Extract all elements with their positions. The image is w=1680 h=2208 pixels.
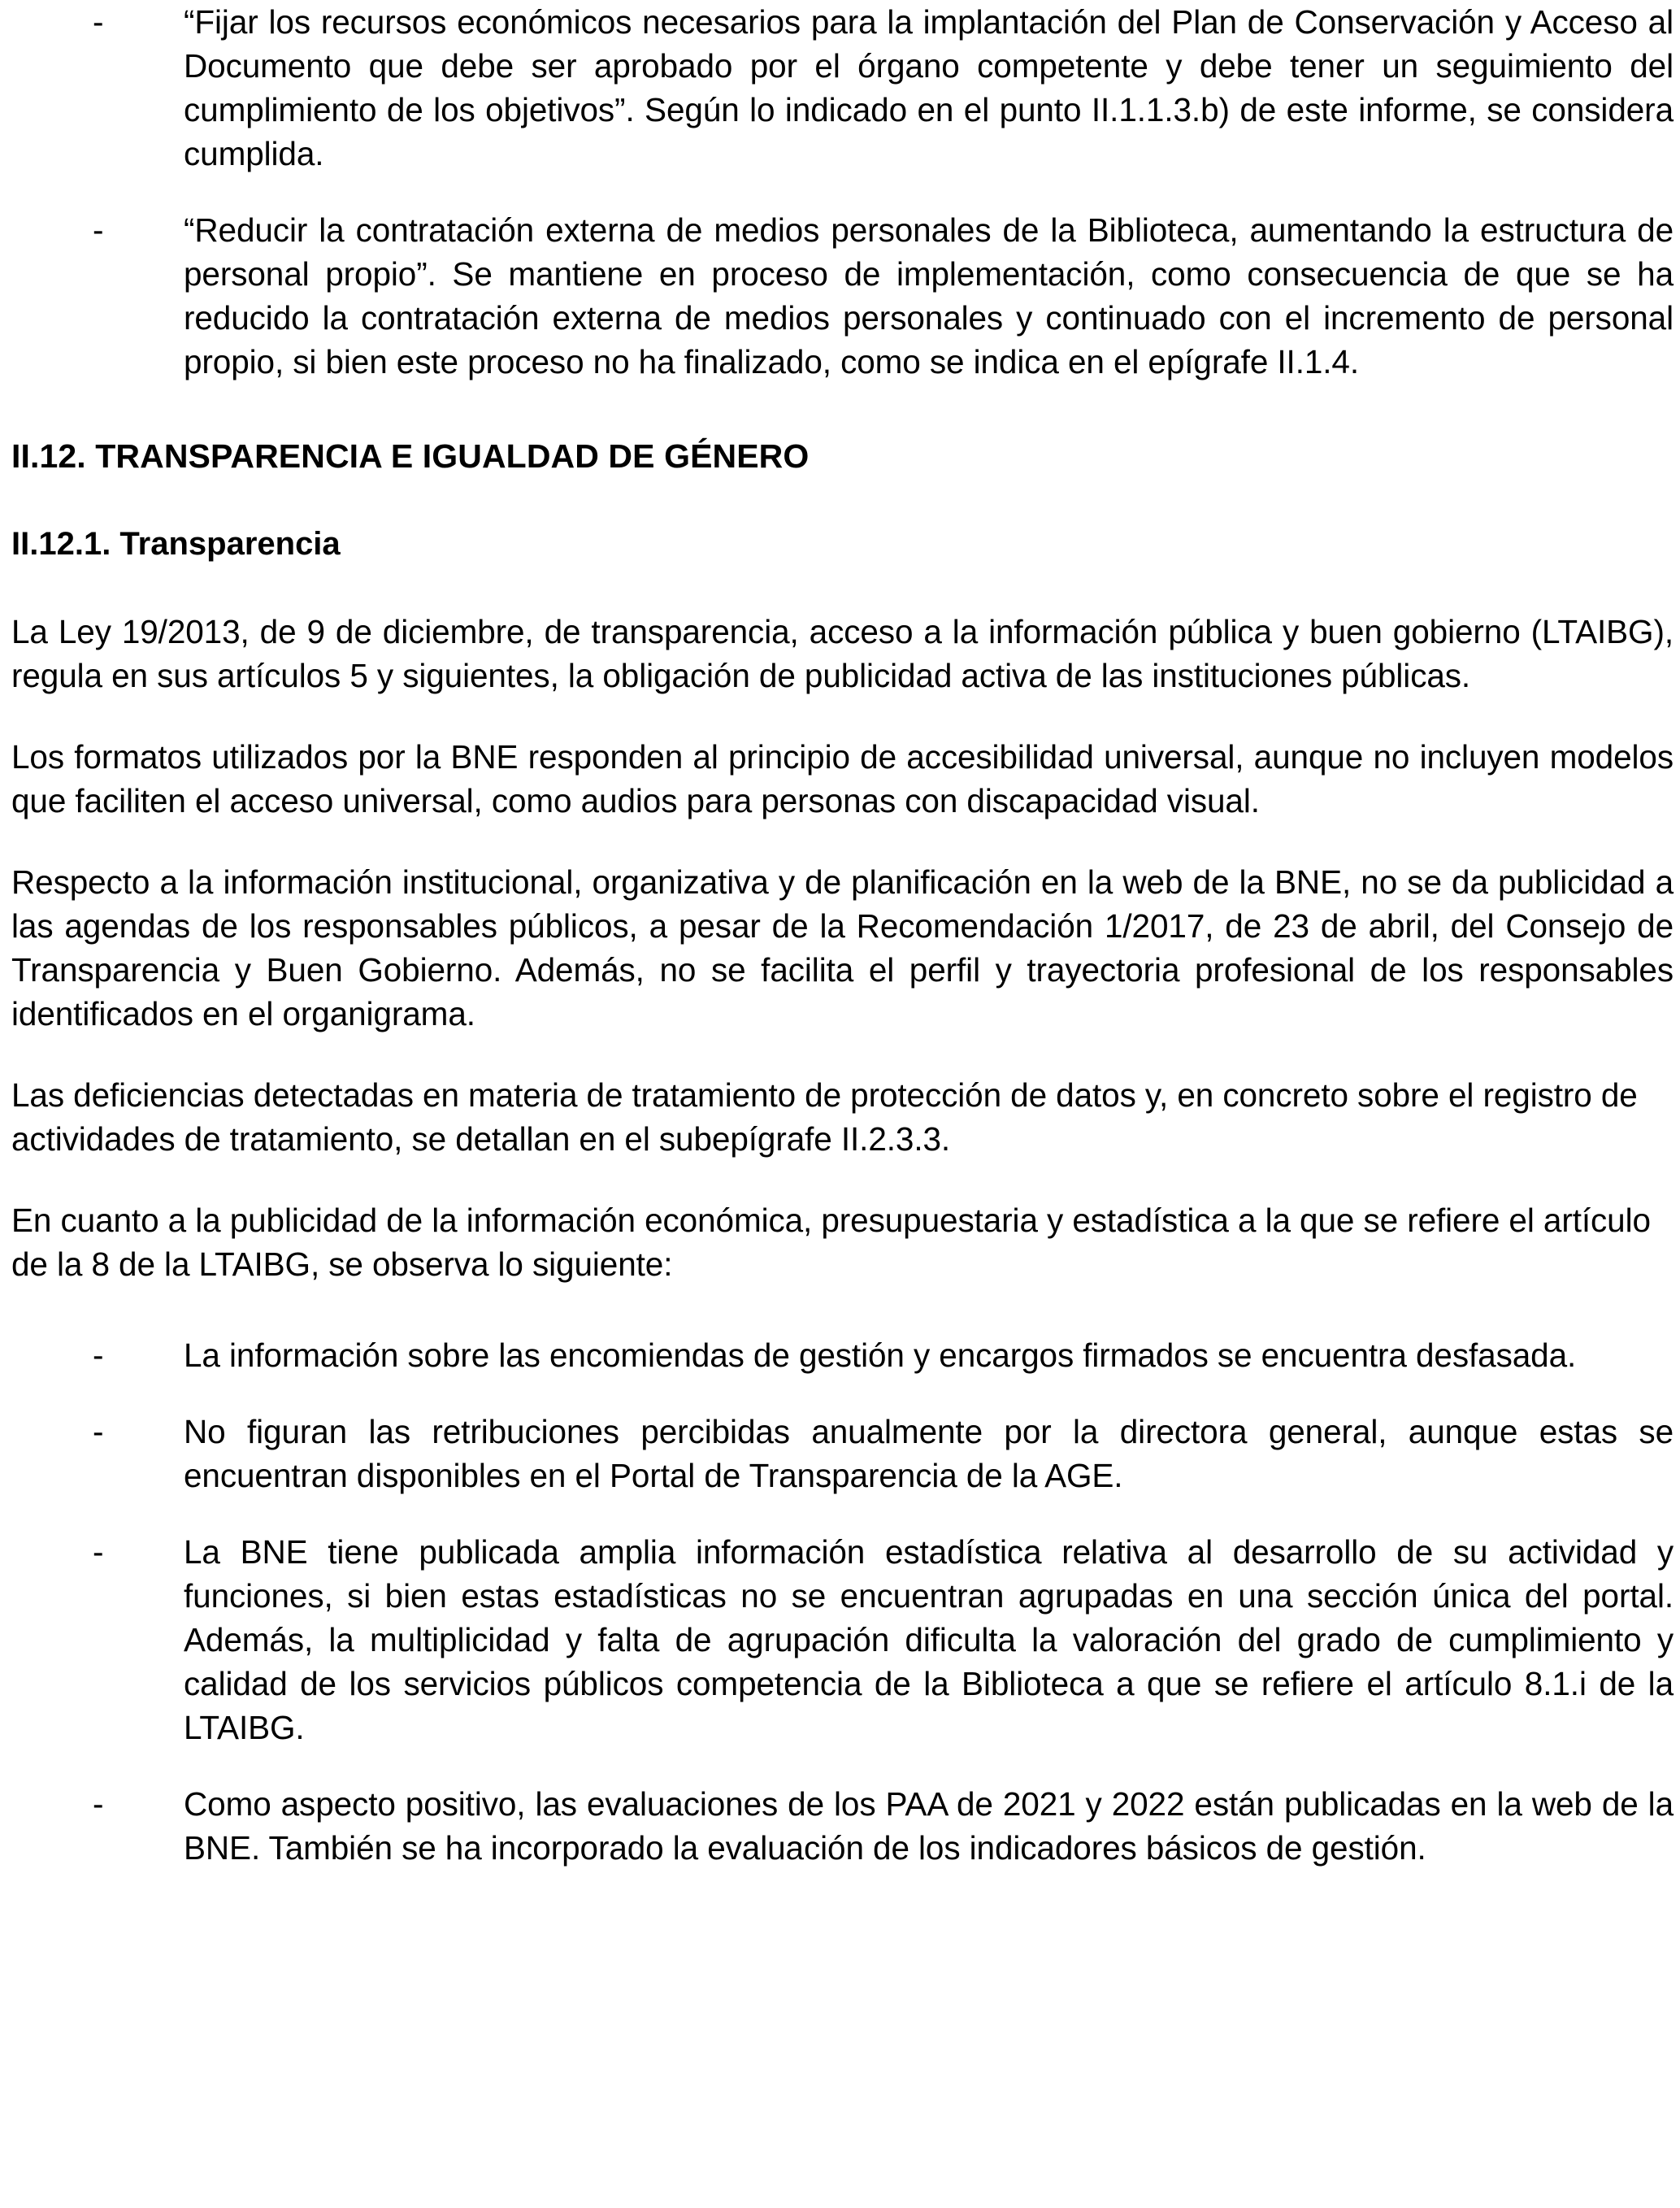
list-item bbox=[11, 1530, 1673, 1749]
spacer bbox=[11, 566, 1673, 610]
list-item bbox=[11, 0, 1673, 176]
bullet-dash-marker: - bbox=[93, 211, 104, 249]
paragraph-formatos-bne: Los formatos utilizados por la BNE responden al principio de accesibilidad universal, aunque no incluyen modelos que faciliten el acceso universal, como audios para personas con discapacidad visual. bbox=[11, 738, 1673, 819]
top-bullet-list bbox=[11, 0, 1673, 384]
document-body bbox=[11, 0, 1673, 1870]
spacer bbox=[11, 823, 1673, 860]
list-item-text: La información sobre las encomiendas de gestión y encargos firmados se encuentra desfasada. bbox=[184, 1337, 1577, 1374]
list-item bbox=[11, 1333, 1673, 1377]
paragraph-ley-ltaibg: La Ley 19/2013, de 9 de diciembre, de transparencia, acceso a la información pública y buen gobierno (LTAIBG), regula en sus artículos 5 y siguientes, la obligación de publicidad activa de las instituciones públicas. bbox=[11, 613, 1673, 694]
spacer bbox=[11, 384, 1673, 434]
bullet-dash-marker: - bbox=[93, 1785, 104, 1823]
spacer bbox=[11, 1036, 1673, 1073]
list-item bbox=[11, 1410, 1673, 1497]
spacer bbox=[11, 478, 1673, 522]
spacer bbox=[11, 1286, 1673, 1333]
subsection-heading: II.12.1. Transparencia bbox=[11, 526, 341, 562]
bullet-dash-marker: - bbox=[93, 3, 104, 41]
spacer bbox=[11, 1161, 1673, 1198]
paragraph-proteccion-datos: Las deficiencias detectadas en materia de tratamiento de protección de datos y, en concreto sobre el registro de actividades de tratamiento, se detallan en el subepígrafe II.2.3.3. bbox=[11, 1076, 1638, 1158]
list-item bbox=[11, 1782, 1673, 1870]
list-item-text: No figuran las retribuciones percibidas anualmente por la directora general, aunque estas se encuentran disponibles en el Portal de Transparencia de la AGE. bbox=[184, 1413, 1673, 1494]
paragraph-informacion-institucional: Respecto a la información institucional, organizativa y de planificación en la web de la BNE, no se da publicidad a las agendas de los responsables públicos, a pesar de la Recomendación 1/2017, de 23 de abril, del Consejo de Transparencia y Buen Gobierno. Además, no se facilita el perfil y trayectoria profesional de los responsables identificados en el organigrama. bbox=[11, 863, 1673, 1032]
list-item-text: “Reducir la contratación externa de medios personales de la Biblioteca, aumentando la estructura de personal propio”. Se mantiene en proceso de implementación, como consecuencia de que se ha reducido la contratación externa de medios personales y continuado con el incremento de personal propio, si bien este proceso no ha finalizado, como se indica en el epígrafe II.1.4. bbox=[184, 211, 1673, 380]
list-item bbox=[11, 208, 1673, 384]
bullet-dash-marker: - bbox=[93, 1533, 104, 1571]
list-item-text: La BNE tiene publicada amplia información estadística relativa al desarrollo de su actividad y funciones, si bien estas estadísticas no se encuentran agrupadas en una sección única del portal. Además, la multiplicidad y falta de agrupación dificulta la valoración del grado de cumplimiento y calidad de los servicios públicos competencia de la Biblioteca a que se refiere el artículo 8.1.i de la LTAIBG. bbox=[184, 1533, 1673, 1746]
spacer bbox=[11, 698, 1673, 735]
list-item-text: “Fijar los recursos económicos necesarios para la implantación del Plan de Conservación y Acceso al Documento que debe ser aprobado por el órgano competente y debe tener un seguimiento del cumplimiento de los objetivos”. Según lo indicado en el punto II.1.1.3.b) de este informe, se considera cumplida. bbox=[184, 3, 1673, 172]
section-heading: II.12. TRANSPARENCIA E IGUALDAD DE GÉNERO bbox=[11, 437, 810, 475]
paragraph-publicidad-economica: En cuanto a la publicidad de la información económica, presupuestaria y estadística a la que se refiere el artículo de la 8 de la LTAIBG, se observa lo siguiente: bbox=[11, 1202, 1651, 1283]
bullet-dash-marker: - bbox=[93, 1413, 104, 1450]
bottom-bullet-list bbox=[11, 1333, 1673, 1870]
bullet-dash-marker: - bbox=[93, 1337, 104, 1374]
list-item-text: Como aspecto positivo, las evaluaciones de los PAA de 2021 y 2022 están publicadas en la web de la BNE. También se ha incorporado la evaluación de los indicadores básicos de gestión. bbox=[184, 1785, 1673, 1867]
